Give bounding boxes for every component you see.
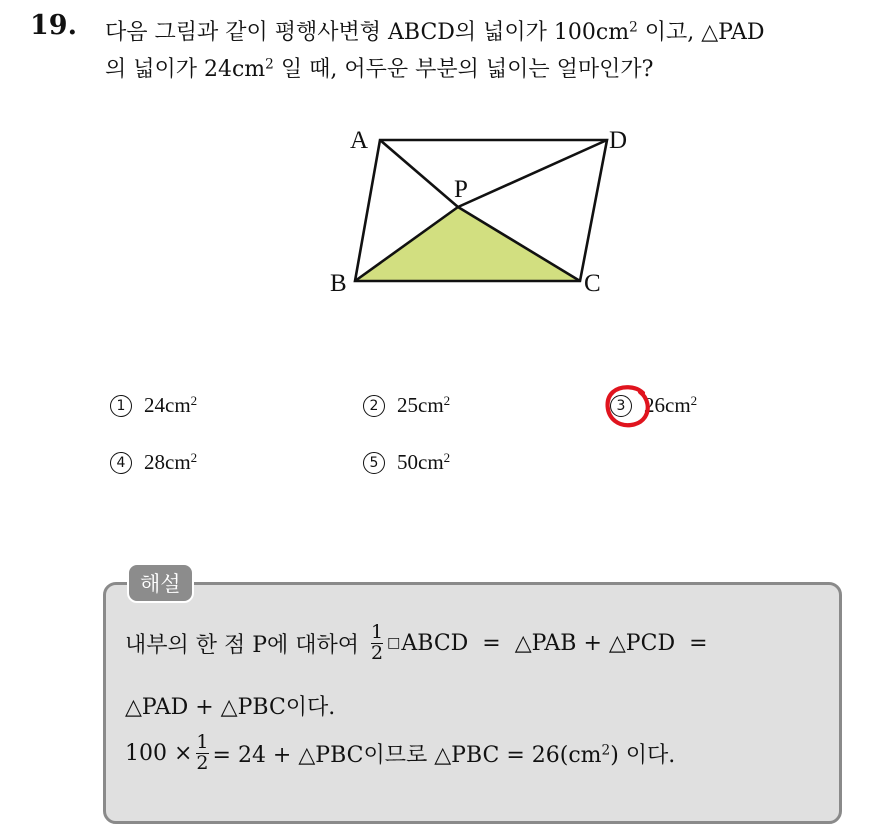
choice-5[interactable]	[363, 450, 450, 475]
explanation-line3-b: = 24 + △PBC이므로 △PBC = $26(cm^2)$ 이다.	[212, 742, 676, 768]
choice-1-number: 1	[110, 395, 132, 417]
question-line2-tail: 일 때, 어두운 부분의 넓이는 얼마인가?	[273, 57, 654, 82]
segment-pd	[458, 140, 607, 207]
choice-5-number: 5	[363, 452, 385, 474]
explanation-line3	[125, 733, 675, 774]
segment-ap	[380, 140, 458, 207]
label-d: D	[609, 127, 628, 154]
question-line1-tail: 이고, △PAD	[637, 20, 765, 45]
choice-5-value: $50cm^2$	[397, 449, 451, 474]
choice-2[interactable]	[363, 393, 450, 418]
explanation-line1-a: 내부의 한 점 P에 대하여	[125, 632, 360, 658]
explanation-line1	[125, 623, 708, 664]
choice-1-value: $24cm^2$	[144, 392, 198, 417]
choice-4-number: 4	[110, 452, 132, 474]
choice-2-value: $25cm^2$	[397, 392, 451, 417]
explanation-line3-a: 100 ×	[125, 740, 193, 766]
choice-1[interactable]	[110, 393, 197, 418]
question-line2-sup: 2	[265, 56, 274, 73]
choice-3-value: $26cm^2$	[644, 392, 698, 417]
answer-circle-icon	[603, 383, 653, 429]
fraction-half: $\frac{1}{2}$	[371, 621, 384, 664]
question-line1-text: 다음 그림과 같이 평행사변형 ABCD의 넓이가 100cm	[105, 20, 630, 45]
question-text-line2	[105, 52, 653, 83]
label-a: A	[350, 127, 369, 154]
parallelogram-figure	[320, 115, 650, 300]
label-p: P	[454, 176, 468, 203]
explanation-line1-b: ABCD = △PAB + △PCD =	[401, 630, 708, 656]
explanation-tag: 해설	[127, 563, 194, 603]
question-line1-sup: 2	[629, 19, 638, 36]
choice-4[interactable]	[110, 450, 197, 475]
label-b: B	[330, 270, 347, 297]
question-line2-text: 의 넓이가 24cm	[105, 57, 266, 82]
fraction-half-2: $\frac{1}{2}$	[196, 731, 209, 774]
choice-4-value: $28cm^2$	[144, 449, 198, 474]
question-number: 19.	[30, 10, 77, 41]
choice-3-number: 3	[610, 395, 632, 417]
parallelogram-symbol: □	[387, 635, 401, 652]
label-c: C	[584, 270, 601, 297]
explanation-line2: △PAD + △PBC이다.	[125, 695, 336, 720]
choice-2-number: 2	[363, 395, 385, 417]
question-text-line1	[105, 15, 765, 46]
shaded-triangle-pbc	[355, 207, 580, 281]
